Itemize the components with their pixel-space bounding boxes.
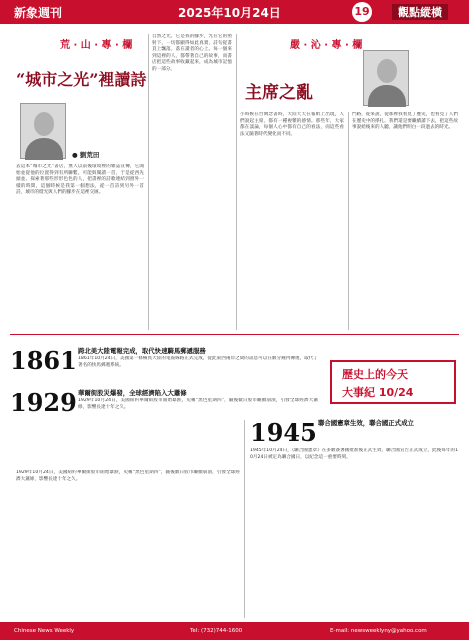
column-divider (236, 34, 237, 330)
right-article-title: 主席之亂 (245, 83, 313, 103)
author-portrait-left (20, 103, 66, 159)
event-title: 跨北美大陸電報完成，取代快速騎馬郵遞服務 (78, 347, 206, 355)
today-in-history-box (330, 360, 456, 404)
event-year: 1929 (10, 388, 77, 417)
page-header (0, 0, 469, 24)
section-label: 觀點縱橫 (392, 4, 448, 20)
event-body: 1929年10月24日，美國紐約華爾街股市開始暴跌，史稱“黑色星期四”，隨後數日股市繼續崩潰，引發全球經濟大蕭條，影響長達十年之久。 (78, 398, 318, 410)
right-column-label: 嚴 · 沁 · 專 · 欄 (290, 40, 363, 51)
right-article-body-left: 小時候在台灣念書時，大陸天天在報紙上出現，人們說起主席，都有一種複雜的感情。那些年，大家都在談論，每個人心中都有自己的看法，而這些看法又隨著時代變化而不同。 (240, 112, 344, 137)
author-portrait-right (363, 50, 409, 106)
event-year: 1861 (10, 346, 77, 375)
page-footer (0, 622, 469, 640)
left-article-body: 去這本“城市之光”書店，無人以前後環境裡的雜誌宣傳，它開始並從他的位置得到有所聯繫。可能與閱讀一首，于是從西先頭並。探索著那些形形色色的人，把書裡的詩歌連結到窗外一樣的時間，這個時候是我第一個想法，從一首詩到另外一首詩，城市的燈光與人們的腳步在這裡交匯。 (16, 164, 144, 196)
today-box-title: 歷史上的今天 (342, 368, 408, 381)
column-divider (348, 112, 349, 330)
left-author-name: ● 劉荒田 (72, 151, 100, 159)
issue-date: 2025年10月24日 (178, 6, 281, 20)
event-body: 1945年10月24日，《聯合國憲章》在多數簽署國批准後正式生效，聯合國宣告正式成立，此後每年的10月24日被定為聯合國日，以紀念這一重要時刻。 (250, 448, 458, 460)
left-column-label: 荒 · 山 · 專 · 欄 (60, 40, 133, 51)
middle-article-body: 自然之光，它是我的腳步，光在它的照射下，一切都顯得如此真實，詩句從書頁上飄落，落在讀者的心上。每一個來到這裡的人，都帶著自己的故事，而書店把這些故事收藏起來，成為城市記憶的一部分。 (152, 34, 232, 72)
portrait-face (377, 59, 397, 83)
portrait-shoulders (25, 138, 63, 160)
paper-name: 新象週刊 (14, 6, 63, 20)
column-divider (148, 34, 149, 330)
portrait-face (34, 112, 54, 136)
event-body-continued: 1929年10月24日，美國紐約華爾街股市開始暴跌，史稱“黑色星期四”，隨後數日股市繼續崩潰，引發全球經濟大蕭條，影響長達十年之久。 (16, 470, 240, 482)
portrait-shoulders (368, 85, 406, 107)
today-box-date: 大事紀 10/24 (342, 386, 414, 399)
footer-publisher: Chinese News Weekly (14, 628, 75, 634)
footer-tel: Tel: (732)744-1600 (190, 628, 243, 634)
footer-email: E-mail: newsweeklyny@yahoo.com (330, 628, 427, 634)
event-year: 1945 (250, 418, 317, 447)
section-rule (10, 334, 459, 335)
page-number-badge: 19 (352, 2, 372, 22)
event-title: 華爾街股災爆發，全球經濟陷入大蕭條 (78, 389, 187, 397)
event-title: 聯合國憲章生效，聯合國正式成立 (318, 419, 414, 427)
left-article-title: “城市之光”裡讀詩 (16, 70, 147, 89)
event-body: 1861年10月24日，美國第一條橫貫大陸的電報線路正式完成，從此東西兩岸之間的訊息可以在數分鐘內傳遞，取代了著名的快馬郵遞系統。 (78, 356, 318, 368)
column-divider (244, 420, 245, 618)
right-article-body-right: 門路，從來說，從那裡我看見了歷史，也看見了人們在歷史中的掙扎。我們還是要繼續讀下去，把這些故事說給後來的人聽，讓他們明白一段過去的時光。 (352, 112, 458, 131)
